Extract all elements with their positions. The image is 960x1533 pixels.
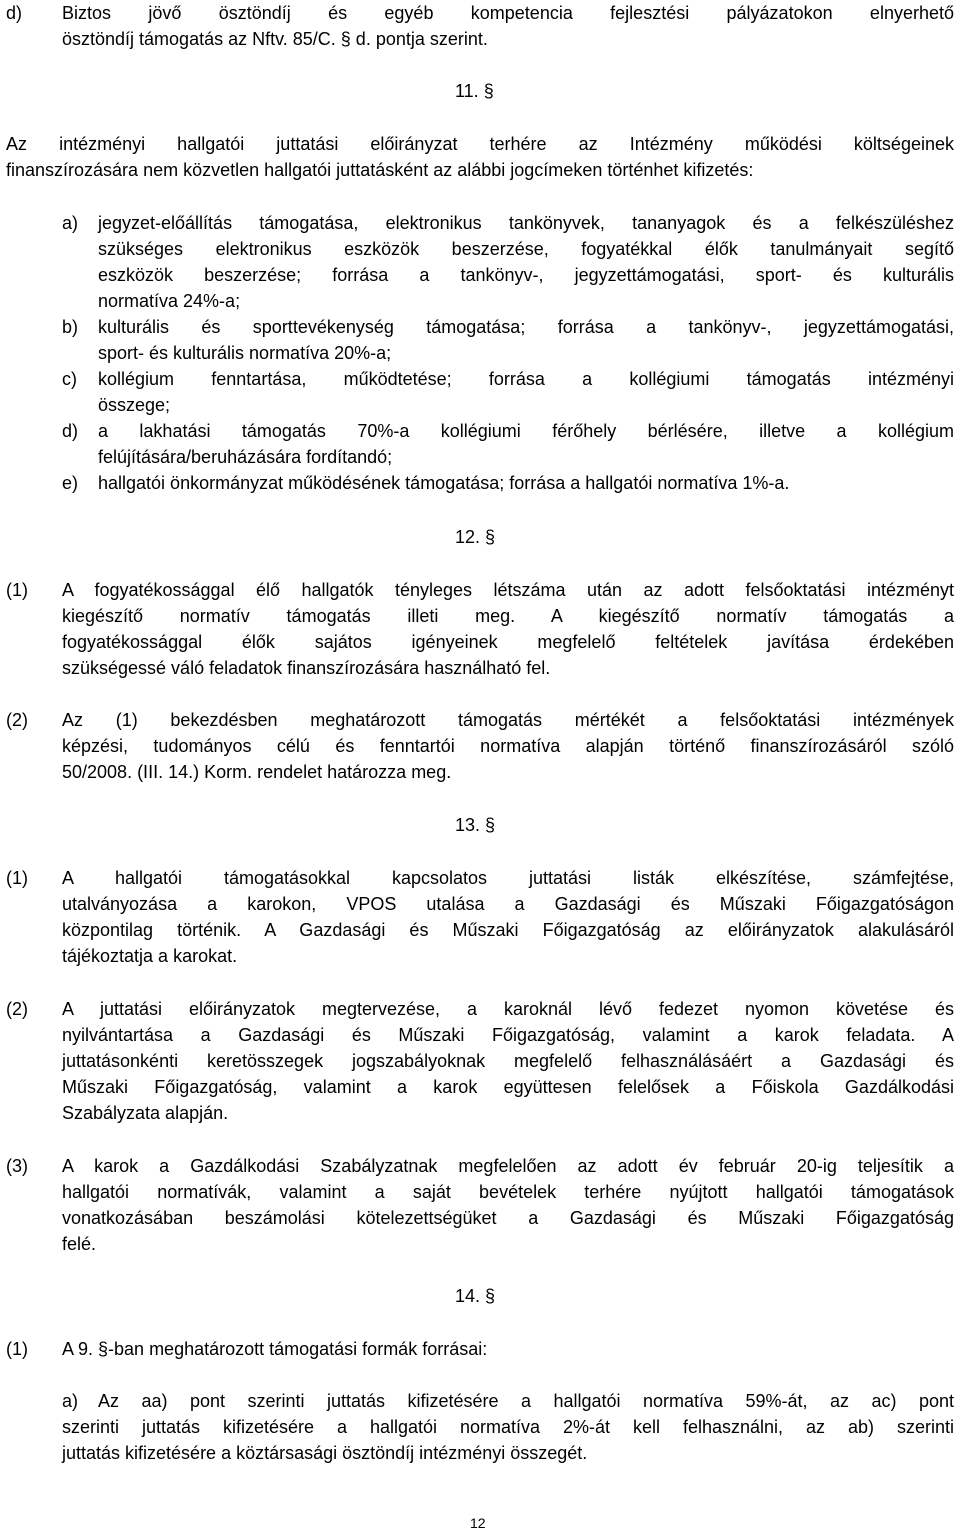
paragraph-line: Az (1) bekezdésben meghatározott támogatás mértékét a felsőoktatási intézmények bbox=[62, 710, 954, 730]
paragraph-line: jegyzet-előállítás támogatása, elektronikus tankönyvek, tananyagok és a felkészüléshez bbox=[98, 213, 954, 233]
paragraph-line: Szabályzata alapján. bbox=[62, 1103, 229, 1123]
paragraph-line: tájékoztatja a karokat. bbox=[62, 946, 238, 966]
paragraph-line: képzési, tudományos célú és fenntartói normatíva alapján történő finanszírozásáról szóló bbox=[62, 736, 954, 756]
paragraph-line: finanszírozására nem közvetlen hallgatói juttatásként az alábbi jogcímeken történhet kifizetés: bbox=[6, 160, 754, 180]
paragraph-line: 50/2008. (III. 14.) Korm. rendelet határozza meg. bbox=[62, 762, 452, 782]
paragraph-marker: (3) bbox=[6, 1156, 28, 1176]
item-marker: d) bbox=[6, 3, 23, 23]
paragraph-line: normatíva 24%-a; bbox=[98, 291, 241, 311]
paragraph-line: Műszaki Főigazgatóság, valamint a karok együttesen felelősek a Főiskola Gazdálkodási bbox=[62, 1077, 954, 1097]
item-marker: b) bbox=[62, 317, 79, 337]
paragraph-line: hallgatói normatívák, valamint a saját bevételek terhére nyújtott hallgatói támogatások bbox=[62, 1182, 954, 1202]
paragraph-line: kulturális és sporttevékenység támogatása; forrása a tankönyv-, jegyzettámogatási, bbox=[98, 317, 954, 337]
paragraph-line: sport- és kulturális normatíva 20%-a; bbox=[98, 343, 392, 363]
paragraph-line: juttatás kifizetésére a köztársasági ösztöndíj intézményi összegét. bbox=[62, 1443, 588, 1463]
paragraph-line: Az aa) pont szerinti juttatás kifizetésére a hallgatói normatíva 59%-át, az ac) pont bbox=[98, 1391, 954, 1411]
paragraph-line: felújítására/beruházására fordítandó; bbox=[98, 447, 393, 467]
paragraph-line: A juttatási előirányzatok megtervezése, a karoknál lévő fedezet nyomon követése és bbox=[62, 999, 954, 1019]
paragraph-marker: (1) bbox=[6, 868, 28, 888]
paragraph-marker: (1) bbox=[6, 580, 28, 600]
section-heading: 14. § bbox=[455, 1286, 496, 1306]
paragraph-line: eszközök beszerzése; forrása a tankönyv-, jegyzettámogatási, sport- és kulturális bbox=[98, 265, 954, 285]
paragraph-line: A karok a Gazdálkodási Szabályzatnak megfelelően az adott év február 20-ig teljesítik a bbox=[62, 1156, 954, 1176]
section-heading: 12. § bbox=[455, 527, 496, 547]
paragraph-line: szükségessé váló feladatok finanszírozására használható fel. bbox=[62, 658, 551, 678]
page-number: 12 bbox=[470, 1515, 486, 1531]
item-marker: a) bbox=[62, 1391, 79, 1411]
paragraph-line: ösztöndíj támogatás az Nftv. 85/C. § d. pontja szerint. bbox=[62, 29, 488, 49]
paragraph-line: szerinti juttatás kifizetésére a hallgatói normatíva 2%-át kell felhasználni, az ab) szerinti bbox=[62, 1417, 954, 1437]
paragraph-line: A hallgatói támogatásokkal kapcsolatos juttatási listák elkészítése, számfejtése, bbox=[62, 868, 954, 888]
paragraph-line: központilag történik. A Gazdasági és Műszaki Főigazgatóság az előirányzatok alakulásáról bbox=[62, 920, 954, 940]
paragraph-line: Az intézményi hallgatói juttatási előirányzat terhére az Intézmény működési költségeinek bbox=[6, 134, 954, 154]
paragraph-line: hallgatói önkormányzat működésének támogatása; forrása a hallgatói normatíva 1%-a. bbox=[98, 473, 790, 493]
item-marker: e) bbox=[62, 473, 79, 493]
paragraph-line: a lakhatási támogatás 70%-a kollégiumi férőhely bérlésére, illetve a kollégium bbox=[98, 421, 954, 441]
paragraph-marker: (1) bbox=[6, 1339, 28, 1359]
paragraph-line: A 9. §-ban meghatározott támogatási formák forrásai: bbox=[62, 1339, 488, 1359]
paragraph-line: utalványozása a karokon, VPOS utalása a Gazdasági és Műszaki Főigazgatóságon bbox=[62, 894, 954, 914]
paragraph-line: kiegészítő normatív támogatás illeti meg. A kiegészítő normatív támogatás a bbox=[62, 606, 954, 626]
paragraph-line: kollégium fenntartása, működtetése; forrása a kollégiumi támogatás intézményi bbox=[98, 369, 954, 389]
paragraph-marker: (2) bbox=[6, 710, 28, 730]
paragraph-line: összege; bbox=[98, 395, 171, 415]
section-heading: 13. § bbox=[455, 815, 496, 835]
item-marker: a) bbox=[62, 213, 79, 233]
item-marker: d) bbox=[62, 421, 79, 441]
paragraph-line: nyilvántartása a Gazdasági és Műszaki Főigazgatóság, valamint a karok feladata. A bbox=[62, 1025, 954, 1045]
paragraph-line: szükséges elektronikus eszközök beszerzése, fogyatékkal élők tanulmányait segítő bbox=[98, 239, 954, 259]
paragraph-marker: (2) bbox=[6, 999, 28, 1019]
paragraph-line: vonatkozásában beszámolási kötelezettségüket a Gazdasági és Műszaki Főigazgatóság bbox=[62, 1208, 954, 1228]
section-heading: 11. § bbox=[455, 81, 494, 101]
paragraph-line: felé. bbox=[62, 1234, 97, 1254]
item-marker: c) bbox=[62, 369, 77, 389]
paragraph-line: juttatásonkénti keretösszegek jogszabályoknak megfelelő felhasználásáért a Gazdasági és bbox=[62, 1051, 954, 1071]
paragraph-line: A fogyatékossággal élő hallgatók tényleges létszáma után az adott felsőoktatási intézményt bbox=[62, 580, 954, 600]
paragraph-line: fogyatékossággal élők sajátos igényeinek megfelelő feltételek javítása érdekében bbox=[62, 632, 954, 652]
paragraph-line: Biztos jövő ösztöndíj és egyéb kompetencia fejlesztési pályázatokon elnyerhető bbox=[62, 3, 954, 23]
